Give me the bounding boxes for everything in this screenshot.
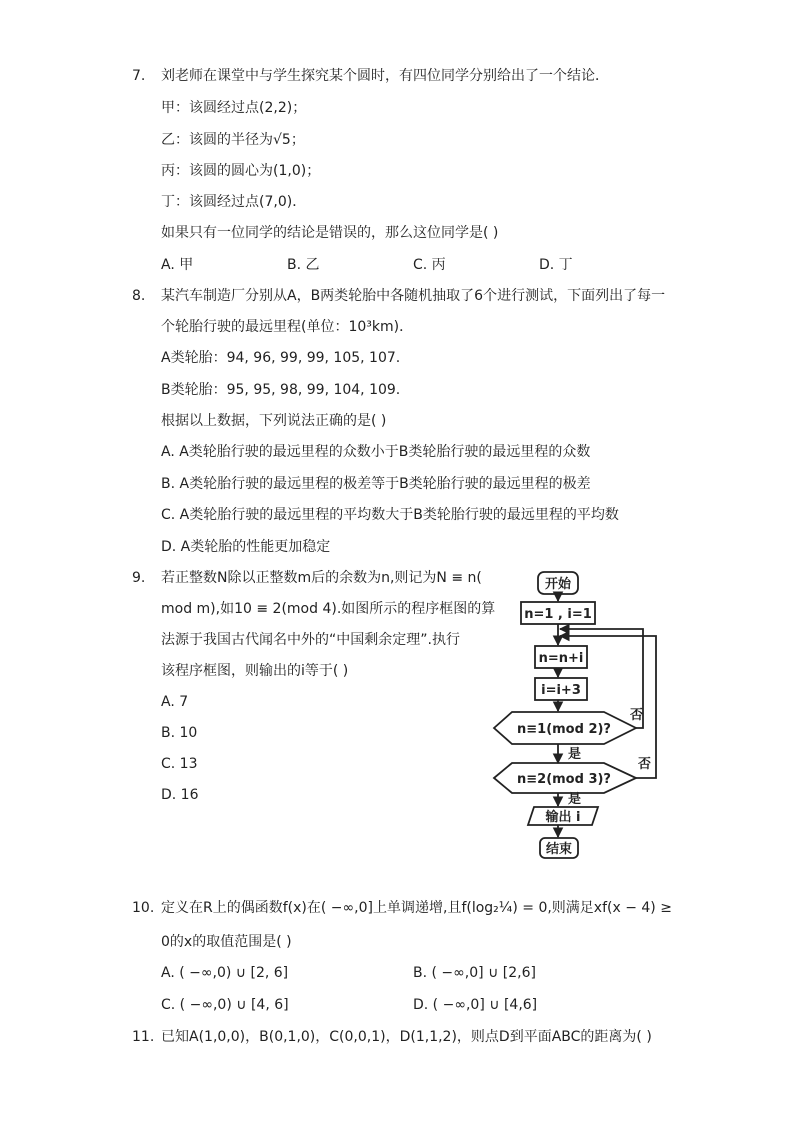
question-stem-line3: 法源于我国古代闻名中外的“中国剩余定理”.执行 — [161, 632, 460, 648]
option-c: C. 丙 — [413, 257, 446, 273]
question-prompt: 根据以上数据，下列说法正确的是( ) — [161, 413, 387, 429]
flow-no-label-1: 否 — [630, 708, 644, 723]
flow-step1-label: n=n+i — [538, 651, 584, 666]
tire-data-a: A类轮胎：94, 96, 99, 99, 105, 107. — [161, 350, 401, 366]
question-number: 10. — [132, 900, 155, 916]
question-number: 11. — [132, 1029, 155, 1045]
question-stem-line1: 定义在R上的偶函数f(x)在( −∞,0]上单调递增,且f(log₂¼) = 0,则满足xf(x − 4) ≥ — [161, 900, 672, 916]
option-a: A. A类轮胎行驶的最远里程的众数小于B类轮胎行驶的最远里程的众数 — [161, 444, 591, 460]
option-b: B. ( −∞,0] ∪ [2,6] — [413, 965, 536, 981]
flow-no-label-2: 否 — [638, 757, 652, 772]
option-b: B. 乙 — [287, 257, 320, 273]
question-stem-line2: 个轮胎行驶的最远里程(单位：10³km)． — [161, 319, 414, 335]
option-a: A. 7 — [161, 694, 189, 710]
flow-end-label: 结束 — [545, 842, 573, 857]
flow-step2-label: i=i+3 — [541, 683, 581, 698]
claim-bing: 丙：该圆的圆心为(1,0)； — [161, 163, 321, 179]
flow-cond2-label: n≡2(mod 3)? — [517, 772, 611, 787]
flow-init-label: n=1 , i=1 — [524, 607, 592, 622]
claim-jia: 甲：该圆经过点(2,2)； — [161, 100, 307, 116]
question-prompt: 如果只有一位同学的结论是错误的，那么这位同学是( ) — [161, 225, 499, 241]
option-d: D. ( −∞,0] ∪ [4,6] — [413, 997, 538, 1013]
question-number: 7. — [132, 68, 146, 84]
question-number: 8. — [132, 288, 146, 304]
question-stem: 刘老师在课堂中与学生探究某个圆时，有四位同学分别给出了一个结论． — [161, 68, 609, 84]
question-stem-line4: 该程序框图，则输出的i等于( ) — [161, 663, 349, 679]
flow-cond1-label: n≡1(mod 2)? — [517, 722, 611, 737]
option-c: C. 13 — [161, 756, 198, 772]
claim-ding: 丁：该圆经过点(7,0)． — [161, 194, 307, 210]
flow-output-label: 输出 i — [545, 810, 581, 825]
flow-yes-label-1: 是 — [568, 747, 582, 762]
question-stem-line2: mod m),如10 ≡ 2(mod 4).如图所示的程序框图的算 — [161, 601, 496, 617]
option-c: C. ( −∞,0) ∪ [4, 6] — [161, 997, 289, 1013]
flow-yes-label-2: 是 — [568, 792, 582, 807]
option-b: B. 10 — [161, 725, 198, 741]
question-stem-line1: 某汽车制造厂分别从A，B两类轮胎中各随机抽取了6个进行测试，下面列出了每一 — [161, 288, 666, 304]
option-b: B. A类轮胎行驶的最远里程的极差等于B类轮胎行驶的最远里程的极差 — [161, 476, 591, 492]
question-stem: 已知A(1,0,0)，B(0,1,0)，C(0,0,1)，D(1,1,2)，则点D到平面ABC的距离为( ) — [161, 1029, 652, 1045]
option-d: D. 丁 — [539, 257, 573, 273]
flow-start-label: 开始 — [544, 577, 572, 592]
tire-data-b: B类轮胎：95, 95, 98, 99, 104, 109. — [161, 382, 401, 398]
option-a: A. 甲 — [161, 257, 194, 273]
flowchart — [488, 566, 668, 862]
claim-yi: 乙：该圆的半径为√5； — [161, 132, 305, 148]
question-stem-line1: 若正整数N除以正整数m后的余数为n,则记为N ≡ n( — [161, 570, 482, 586]
option-d: D. A类轮胎的性能更加稳定 — [161, 539, 331, 555]
question-stem-line2: 0的x的取值范围是( ) — [161, 934, 292, 950]
option-d: D. 16 — [161, 787, 199, 803]
question-number: 9. — [132, 570, 146, 586]
option-a: A. ( −∞,0) ∪ [2, 6] — [161, 965, 289, 981]
option-c: C. A类轮胎行驶的最远里程的平均数大于B类轮胎行驶的最远里程的平均数 — [161, 507, 619, 523]
